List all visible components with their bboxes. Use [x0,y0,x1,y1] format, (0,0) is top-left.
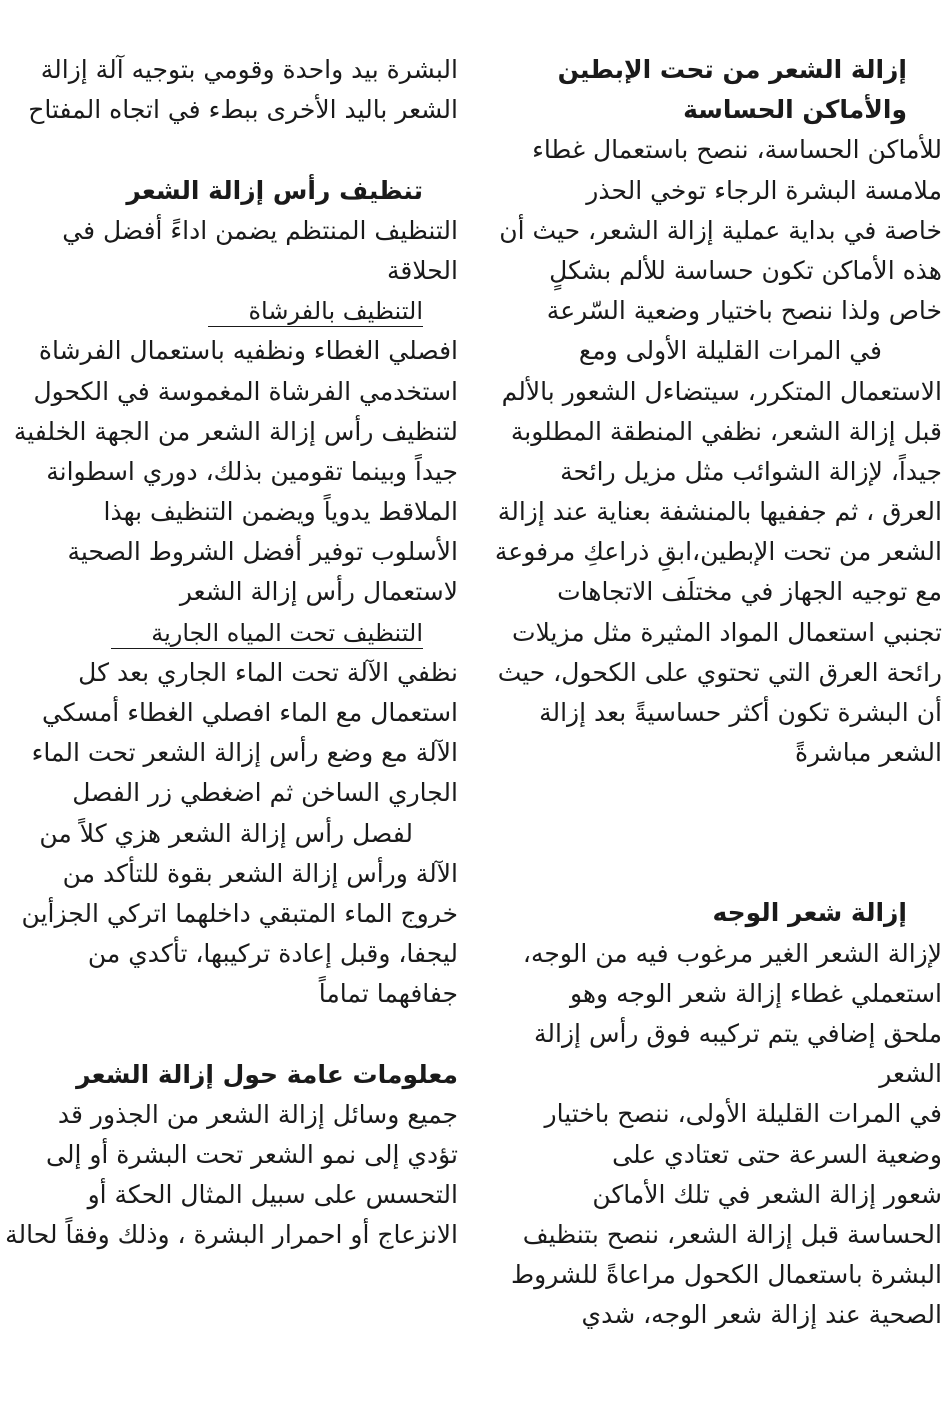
paragraph-line: الملاقط يدوياً ويضمن التنظيف بهذا [103,497,458,527]
paragraph-line: الشعر [879,1059,942,1089]
paragraph-line: استعملي غطاء إزالة شعر الوجه وهو [569,978,942,1008]
paragraph-line: وضعية السرعة حتى تعتادي على [612,1139,942,1169]
paragraph-line: التحسس على سبيل المثال الحكة أو [87,1180,458,1210]
spacer [18,130,458,170]
paragraph-line: جفافهما تماماً [318,979,458,1009]
paragraph-line: الأسلوب توفير أفضل الشروط الصحية [67,537,458,567]
spacer [18,1015,458,1055]
paragraph-line: الآلة مع وضع رأس إزالة الشعر تحت الماء [31,738,458,768]
paragraph-line: جيداً وبينما تقومين بذلك، دوري اسطوانة [46,456,458,486]
section-heading: والأماكن الحساسة [683,95,907,125]
paragraph-line: ملامسة البشرة الرجاء توخي الحذر [586,175,942,205]
paragraph-line: ليجفا، وقبل إعادة تركيبها، تأكدي من [87,939,458,969]
paragraph-line: قبل إزالة الشعر، نظفي المنطقة المطلوبة [510,416,942,446]
paragraph-line: هذه الأماكن تكون حساسة للألم بشكلٍ [549,255,942,285]
paragraph-line: جميع وسائل إزالة الشعر من الجذور قد [57,1099,458,1129]
paragraph-line: نظفي الآلة تحت الماء الجاري بعد كل [78,657,458,687]
section-heading: إزالة الشعر من تحت الإبطين [557,55,907,84]
paragraph-line: لإزالة الشعر الغير مرغوب فيه من الوجه، [522,938,942,968]
paragraph-line: رائحة العرق التي تحتوي على الكحول، حيث [497,657,942,687]
section-heading: تنظيف رأس إزالة الشعر [126,175,423,205]
paragraph-line: استخدمي الفرشاة المغموسة في الكحول [33,376,458,406]
section-brush [13,291,458,613]
paragraph-line: لتنظيف رأس إزالة الشعر من الجهة الخلفية [13,416,458,446]
paragraph-line: الانزعاج أو احمرار البشرة ، وذلك وفقاً لحالة [5,1220,458,1250]
section-general [5,1055,458,1256]
paragraph-line: مع توجيه الجهاز في مختلَف الاتجاهات [557,577,942,607]
left-column [5,50,458,1256]
paragraph-line: التنظيف المنتظم يضمن اداءً أفضل في [62,215,458,245]
paragraph-line: افصلي الغطاء ونظفيه باستعمال الفرشاة [38,336,458,366]
section-water [18,613,458,1015]
paragraph-line: الشعر من تحت الإبطين،ابقِ ذراعكِ مرفوعة [494,537,942,567]
paragraph-line: لاستعمال رأس إزالة الشعر [179,577,458,607]
paragraph-line: لفصل رأس إزالة الشعر هزي كلاً من [39,818,413,848]
section-underarm [492,50,942,773]
paragraph-line: خاصة في بداية عملية إزالة الشعر، حيث أن [499,215,942,245]
subsection-heading-text: التنظيف بالفرشاة [208,296,423,327]
paragraph-line: الحساسة قبل إزالة الشعر، ننصح بتنظيف [522,1219,942,1249]
paragraph-line: الحلاقة [387,255,458,285]
paragraph-line: البشرة باستعمال الكحول مراعاةً للشروط [511,1260,942,1290]
paragraph-line: تؤدي إلى نمو الشعر تحت البشرة أو إلى [45,1140,458,1170]
subsection-heading [18,291,458,331]
paragraph-line: الشعر مباشرةً [794,738,942,768]
section-heading: إزالة شعر الوجه [712,898,907,928]
spacer [492,773,942,893]
section-cleaning [18,171,458,292]
subsection-heading [18,613,458,653]
paragraph-line: في المرات القليلة الأولى ومع [578,336,882,366]
paragraph-line: شعور إزالة الشعر في تلك الأماكن [592,1179,942,1209]
paragraph-line: تجنبي استعمال المواد المثيرة مثل مزيلات [512,617,942,647]
section-face [492,893,942,1335]
paragraph-line: الآلة ورأس إزالة الشعر بقوة للتأكد من [62,858,458,888]
paragraph-line: الاستعمال المتكرر، سيتضاءل الشعور بالألم [501,376,942,406]
section-heading: معلومات عامة حول إزالة الشعر [76,1059,458,1089]
paragraph-line: البشرة بيد واحدة وقومي بتوجيه آلة إزالة [40,55,458,84]
paragraph-line: خروج الماء المتبقي داخلهما اتركي الجزأين [21,898,458,928]
paragraph-line: الشعر باليد الأخرى ببطء في اتجاه المفتاح [28,95,458,125]
paragraph-line: استعمال مع الماء افصلي الغطاء أمسكي [41,698,458,727]
paragraph-line: جيداً، لإزالة الشوائب مثل مزيل رائحة [560,456,942,486]
intro-block [18,50,458,130]
paragraph-line: أن البشرة تكون أكثر حساسيةً بعد إزالة [539,698,942,727]
paragraph-line: العرق ، ثم جففيها بالمنشفة بعناية عند إزالة [497,497,942,527]
paragraph-line: خاص ولذا ننصح باختيار وضعية السّرعة [546,296,942,326]
right-column [492,50,942,1335]
subsection-heading-text: التنظيف تحت المياه الجارية [111,618,423,649]
paragraph-line: ملحق إضافي يتم تركيبه فوق رأس إزالة [534,1018,942,1048]
paragraph-line: في المرات القليلة الأولى، ننصح باختيار [544,1099,942,1129]
paragraph-line: الصحية عند إزالة شعر الوجه، شدي [581,1300,942,1330]
paragraph-line: الجاري الساخن ثم اضغطي زر الفصل [72,778,458,808]
paragraph-line: للأماكن الحساسة، ننصح باستعمال غطاء [532,135,942,165]
